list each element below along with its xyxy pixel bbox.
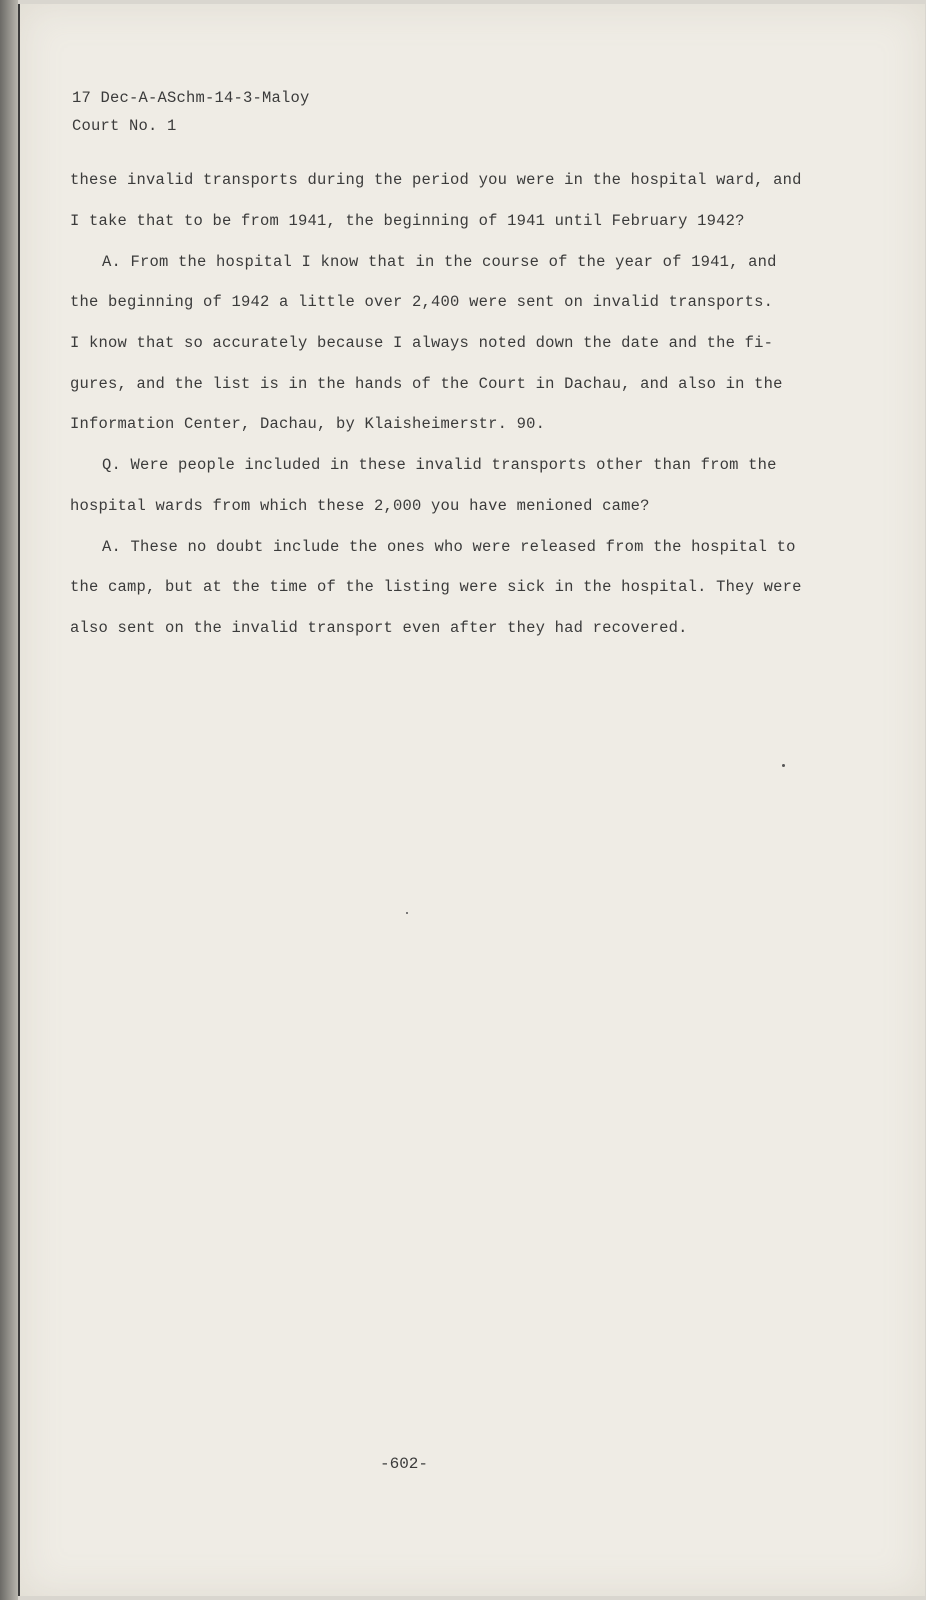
text-line-2: I take that to be from 1941, the beginning of 1941 until February 1942? [70, 212, 745, 230]
answer-1-line-4: gures, and the list is in the hands of the Court in Dachau, and also in the [70, 375, 783, 393]
answer-1-line-5: Information Center, Dachau, by Klaisheimerstr. 90. [70, 415, 546, 433]
document-reference: 17 Dec-A-ASchm-14-3-Maloy [72, 89, 310, 107]
paper-speck [406, 912, 408, 914]
answer-1-line-1: A. From the hospital I know that in the course of the year of 1941, and [102, 253, 777, 271]
page-number: -602- [380, 1455, 429, 1473]
question-line-2: hospital wards from which these 2,000 you have menioned came? [70, 497, 650, 515]
answer-1-line-2: the beginning of 1942 a little over 2,400 were sent on invalid transports. [70, 293, 774, 311]
answer-2-line-2: the camp, but at the time of the listing were sick in the hospital. They were [70, 578, 802, 596]
paper-speck [782, 764, 785, 767]
court-label: Court No. 1 [72, 117, 177, 135]
answer-2-line-1: A. These no doubt include the ones who were released from the hospital to [102, 538, 796, 556]
answer-2-line-3: also sent on the invalid transport even after they had recovered. [70, 619, 688, 637]
document-page [18, 4, 925, 1596]
answer-1-line-3: I know that so accurately because I always noted down the date and the fi- [70, 334, 774, 352]
question-line-1: Q. Were people included in these invalid transports other than from the [102, 456, 777, 474]
page-edge-shadow [0, 0, 18, 1600]
text-line-1: these invalid transports during the period you were in the hospital ward, and [70, 171, 802, 189]
